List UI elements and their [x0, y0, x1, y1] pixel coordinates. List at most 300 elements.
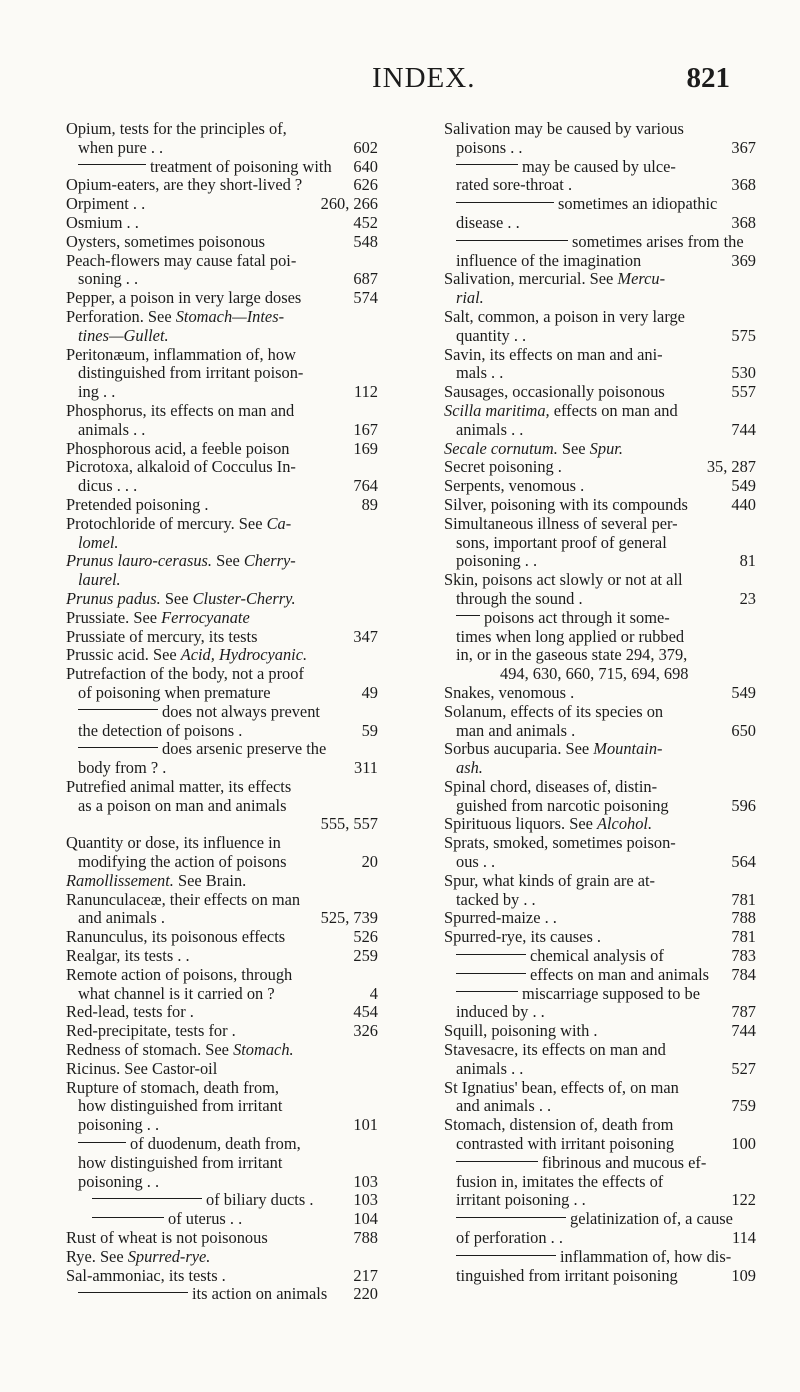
entry-plain-text: Squill, poisoning with . [444, 1021, 598, 1041]
index-line [66, 609, 378, 628]
entry-text [456, 947, 664, 966]
entry-text [66, 628, 258, 647]
index-line [444, 383, 756, 402]
index-line [66, 703, 378, 722]
entry-plain-text: dicus . . . [78, 476, 138, 496]
index-line [66, 1060, 378, 1079]
entry-plain-text: treatment of poisoning with [150, 156, 332, 176]
entry-text [66, 496, 209, 515]
index-line [66, 289, 378, 308]
ditto-rule [456, 954, 526, 955]
entry-text [444, 909, 557, 928]
page-reference: 368 [731, 175, 756, 195]
entry-plain-text: See [160, 588, 193, 608]
entry-text [66, 458, 296, 477]
entry-plain-text: of uterus . . [168, 1209, 243, 1229]
page-reference: 260, 266 [320, 194, 378, 214]
index-line [66, 1041, 378, 1060]
ditto-rule [456, 991, 518, 992]
ditto-rule [78, 709, 158, 710]
entry-text [444, 270, 665, 289]
entry-text [66, 1041, 294, 1060]
entry-text [456, 552, 537, 571]
entry-plain-text: does arsenic preserve the [162, 739, 327, 759]
entry-plain-text: Quantity or dose, its influence in [66, 833, 281, 853]
index-line [444, 853, 756, 872]
index-line [444, 872, 756, 891]
entry-text [92, 1210, 242, 1229]
index-line [444, 1003, 756, 1022]
page-reference: 220 [353, 1284, 378, 1304]
index-line [66, 834, 378, 853]
index-line [66, 928, 378, 947]
page-reference: 114 [732, 1228, 756, 1248]
page-reference: 259 [353, 946, 378, 966]
entry-text [456, 853, 495, 872]
entry-plain-text: mals . . [456, 363, 504, 383]
entry-text [444, 440, 623, 459]
index-line [66, 759, 378, 778]
entry-text [444, 515, 678, 534]
entry-plain-text: Ranunculus, its poisonous effects [66, 927, 286, 947]
entry-plain-text: through the sound . [456, 588, 583, 608]
page-reference: 112 [354, 382, 378, 402]
entry-text [78, 364, 303, 383]
entry-text [444, 740, 663, 759]
entry-plain-text: in, or in the gaseous state 294, 379, [456, 645, 688, 665]
index-line [66, 421, 378, 440]
index-line [66, 778, 378, 797]
page-reference: 326 [353, 1021, 378, 1041]
page-reference: 23 [739, 588, 756, 608]
index-line [66, 665, 378, 684]
entry-text [66, 1022, 236, 1041]
page-reference: 759 [731, 1096, 756, 1116]
index-line [66, 458, 378, 477]
index-line [66, 684, 378, 703]
entry-plain-text: Sausages, occasionally poisonous [444, 382, 665, 402]
entry-plain-text: Spinal chord, diseases of, distin- [444, 776, 658, 796]
entry-text [456, 759, 483, 778]
entry-plain-text: gelatinization of, a cause [570, 1209, 733, 1229]
page-reference: 788 [731, 908, 756, 928]
entry-text [444, 1022, 597, 1041]
entry-plain-text: Putrefaction of the body, not a proof [66, 664, 304, 684]
entry-plain-text: Savin, its effects on man and ani- [444, 344, 663, 364]
entry-plain-text: Spurred-maize . . [444, 908, 557, 928]
entry-text [456, 1248, 731, 1267]
index-line [444, 909, 756, 928]
entry-plain-text: contrasted with irritant poisoning [456, 1134, 675, 1154]
entry-plain-text: how distinguished from irritant [78, 1096, 283, 1116]
entry-italic-text: Secale cornutum. [444, 438, 558, 458]
entry-italic-text: Spurred-rye. [127, 1246, 211, 1266]
index-line [444, 609, 756, 628]
entry-plain-text: and animals . [78, 908, 165, 928]
entry-plain-text: chemical analysis of [530, 946, 664, 966]
entry-plain-text: Red-precipitate, tests for . [66, 1021, 236, 1041]
index-line [444, 402, 756, 421]
entry-text [66, 252, 296, 271]
entry-italic-text: Stomach. [233, 1040, 294, 1060]
entry-plain-text: when pure . . [78, 137, 164, 157]
index-line [444, 1041, 756, 1060]
entry-text [78, 534, 119, 553]
entry-text [444, 815, 652, 834]
ditto-rule [456, 164, 518, 165]
entry-plain-text: Snakes, venomous . [444, 682, 575, 702]
index-line [66, 534, 378, 553]
entry-plain-text: Skin, poisons act slowly or not at all [444, 570, 683, 590]
index-line [66, 233, 378, 252]
entry-plain-text: Peach-flowers may cause fatal poi- [66, 250, 297, 270]
entry-italic-text: Ramollissement. [66, 870, 174, 890]
index-line [66, 909, 378, 928]
index-line [66, 853, 378, 872]
index-line [444, 477, 756, 496]
entry-text [66, 1003, 194, 1022]
index-line [66, 496, 378, 515]
page-reference: 103 [353, 1171, 378, 1191]
index-line [444, 1248, 756, 1267]
entry-text [456, 1229, 563, 1248]
entry-plain-text: 494, 630, 660, 715, 694, 698 [500, 664, 689, 684]
index-line [444, 891, 756, 910]
page-reference: 788 [353, 1228, 378, 1248]
entry-italic-text: Spur. [589, 438, 623, 458]
entry-text [456, 1060, 523, 1079]
entry-text [78, 1173, 159, 1192]
entry-text [78, 477, 137, 496]
entry-text [444, 703, 663, 722]
entry-text [444, 496, 688, 515]
page-reference: 781 [731, 927, 756, 947]
entry-italic-text: Scilla maritima, [444, 400, 550, 420]
entry-plain-text: of poisoning when premature [78, 682, 271, 702]
index-line [66, 891, 378, 910]
entry-plain-text: Putrefied animal matter, its effects [66, 776, 292, 796]
entry-text [444, 778, 657, 797]
index-line [66, 402, 378, 421]
entry-italic-text: laurel. [78, 570, 121, 590]
entry-plain-text: Pepper, a poison in very large doses [66, 288, 302, 308]
page-reference: 564 [731, 852, 756, 872]
entry-plain-text: Opium-eaters, are they short-lived ? [66, 175, 303, 195]
entry-text [444, 120, 684, 139]
entry-text [66, 928, 285, 947]
index-column-right [444, 120, 756, 1285]
entry-text [444, 1079, 679, 1098]
entry-italic-text: Stomach—Intes- [175, 306, 285, 326]
entry-plain-text: how distinguished from irritant [78, 1152, 283, 1172]
index-line [444, 947, 756, 966]
page-reference: 368 [731, 212, 756, 232]
index-line [444, 966, 756, 985]
index-line [444, 139, 756, 158]
index-line [66, 176, 378, 195]
index-line [66, 383, 378, 402]
entry-text [456, 289, 484, 308]
index-line [444, 985, 756, 1004]
page-reference: 122 [731, 1190, 756, 1210]
index-line [444, 252, 756, 271]
ditto-rule [456, 973, 526, 974]
entry-text [78, 853, 287, 872]
ditto-rule [92, 1217, 164, 1218]
index-line [444, 534, 756, 553]
page-reference: 744 [731, 419, 756, 439]
entry-plain-text: guished from narcotic poisoning [456, 795, 669, 815]
entry-text [66, 665, 304, 684]
index-line [444, 346, 756, 365]
entry-plain-text: Redness of stomach. See [66, 1040, 234, 1060]
entry-plain-text: Spurred-rye, its causes . [444, 927, 602, 947]
entry-italic-text: ash. [456, 758, 483, 778]
index-column-left [66, 120, 378, 1304]
index-line [66, 966, 378, 985]
index-line [444, 1267, 756, 1286]
index-line [66, 1116, 378, 1135]
entry-plain-text: Spur, what kinds of grain are at- [444, 870, 655, 890]
entry-text [66, 778, 291, 797]
entry-text [78, 909, 165, 928]
entry-text [78, 1135, 301, 1154]
page-reference: 574 [353, 288, 378, 308]
page-reference: 784 [731, 964, 756, 984]
entry-text [78, 421, 145, 440]
entry-text [456, 534, 667, 553]
entry-plain-text: what channel is it carried on ? [78, 983, 275, 1003]
index-line [66, 195, 378, 214]
entry-text [444, 383, 665, 402]
index-line [444, 684, 756, 703]
index-line [66, 1154, 378, 1173]
entry-plain-text: Silver, poisoning with its compounds [444, 494, 688, 514]
index-line [66, 1285, 378, 1304]
index-line [444, 1191, 756, 1210]
entry-text [456, 646, 687, 665]
entry-text [66, 1229, 268, 1248]
index-line [66, 947, 378, 966]
entry-plain-text: Stavesacre, its effects on man and [444, 1040, 666, 1060]
page-reference: 100 [731, 1134, 756, 1154]
entry-plain-text: may be caused by ulce- [522, 156, 676, 176]
ditto-rule [78, 1292, 188, 1293]
entry-text [66, 440, 290, 459]
entry-text [456, 176, 572, 195]
index-line [66, 797, 378, 816]
page-number: 821 [686, 62, 730, 94]
page-reference: 20 [361, 852, 378, 872]
entry-plain-text: Sal-ammoniac, its tests . [66, 1265, 226, 1285]
entry-plain-text: Sprats, smoked, sometimes poison- [444, 833, 676, 853]
entry-text [66, 891, 300, 910]
index-line [66, 1097, 378, 1116]
page-reference: 347 [353, 626, 378, 646]
entry-text [456, 1191, 586, 1210]
entry-text [444, 834, 676, 853]
entry-text [444, 1041, 666, 1060]
index-line [444, 364, 756, 383]
page-reference: 557 [731, 382, 756, 402]
entry-plain-text: ous . . [456, 852, 496, 872]
entry-plain-text: poisons act through it some- [484, 607, 670, 627]
entry-plain-text: Opium, tests for the principles of, [66, 119, 287, 138]
ditto-rule [78, 1142, 126, 1143]
page-reference: 687 [353, 269, 378, 289]
entry-text [66, 966, 292, 985]
page-reference: 596 [731, 795, 756, 815]
index-line [66, 120, 378, 139]
index-line [444, 458, 756, 477]
entry-italic-text: Mercu- [617, 269, 666, 289]
entry-text [66, 402, 294, 421]
entry-text [456, 195, 717, 214]
page-reference: 549 [731, 682, 756, 702]
index-line [66, 1003, 378, 1022]
entry-plain-text: the detection of poisons . [78, 720, 243, 740]
entry-plain-text: effects on man and [549, 400, 678, 420]
entry-text [456, 722, 575, 741]
entry-plain-text: induced by . . [456, 1002, 545, 1022]
entry-plain-text: disease . . [456, 212, 520, 232]
entry-plain-text: See [557, 438, 590, 458]
index-line [66, 1079, 378, 1098]
entry-text [78, 797, 286, 816]
entry-plain-text: sometimes arises from the [572, 231, 744, 251]
index-line [444, 176, 756, 195]
entry-plain-text: Rye. See [66, 1246, 128, 1266]
index-line [66, 722, 378, 741]
index-line [444, 440, 756, 459]
entry-text [456, 364, 503, 383]
entry-plain-text: as a poison on man and animals [78, 795, 287, 815]
index-line [66, 552, 378, 571]
entry-plain-text: Ricinus. See Castor-oil [66, 1058, 218, 1078]
entry-italic-text: Ferrocyanate [161, 607, 250, 627]
index-line [66, 1022, 378, 1041]
page-reference: 440 [731, 494, 756, 514]
entry-text [66, 233, 265, 252]
entry-text [78, 759, 166, 778]
entry-text [66, 289, 301, 308]
page-reference: 104 [353, 1209, 378, 1229]
entry-plain-text: fusion in, imitates the effects of [456, 1171, 664, 1191]
index-line [66, 477, 378, 496]
page-reference: 217 [353, 1265, 378, 1285]
entry-plain-text: poisoning . . [78, 1115, 160, 1135]
entry-plain-text: Ranunculaceæ, their effects on man [66, 889, 301, 909]
index-line [66, 515, 378, 534]
entry-italic-text: tines—Gullet. [78, 325, 169, 345]
entry-text [500, 665, 689, 684]
entry-italic-text: Prunus lauro-cerasus. [66, 551, 212, 571]
entry-text [456, 590, 583, 609]
entry-text [78, 703, 320, 722]
entry-text [456, 966, 709, 985]
index-line [66, 872, 378, 891]
index-line [66, 628, 378, 647]
entry-plain-text: Remote action of poisons, through [66, 964, 293, 984]
entry-text [456, 1003, 545, 1022]
page-reference: 602 [353, 137, 378, 157]
entry-text [66, 646, 307, 665]
entry-text [456, 252, 641, 271]
entry-plain-text: fibrinous and mucous ef- [542, 1152, 707, 1172]
entry-text [456, 628, 684, 647]
entry-plain-text: man and animals . [456, 720, 576, 740]
entry-italic-text: lomel. [78, 532, 119, 552]
entry-text [66, 176, 302, 195]
entry-plain-text: Stomach, distension of, death from [444, 1115, 674, 1135]
entry-text [92, 1191, 313, 1210]
index-line [444, 703, 756, 722]
entry-text [78, 158, 332, 177]
page-reference: 555, 557 [320, 814, 378, 834]
index-line [444, 928, 756, 947]
index-line [66, 1267, 378, 1286]
page-reference: 525, 739 [320, 908, 378, 928]
index-line [444, 628, 756, 647]
entry-text [456, 1267, 678, 1286]
ditto-rule [456, 1217, 566, 1218]
entry-plain-text: modifying the action of poisons [78, 852, 287, 872]
entry-text [66, 609, 250, 628]
index-line [444, 1079, 756, 1098]
entry-plain-text: inflammation of, how dis- [560, 1246, 732, 1266]
entry-plain-text: quantity . . [456, 325, 527, 345]
entry-text [444, 928, 601, 947]
index-line [444, 1116, 756, 1135]
entry-text [456, 1154, 706, 1173]
entry-plain-text: and animals . . [456, 1096, 552, 1116]
page-reference: 369 [731, 250, 756, 270]
index-line [444, 1060, 756, 1079]
entry-plain-text: Salivation may be caused by various [444, 119, 684, 138]
index-line [444, 214, 756, 233]
page-reference: 781 [731, 889, 756, 909]
entry-text [456, 158, 676, 177]
entry-text [456, 891, 536, 910]
page-reference: 101 [353, 1115, 378, 1135]
entry-plain-text: See [212, 551, 244, 571]
page-reference: 59 [361, 720, 378, 740]
index-line [444, 834, 756, 853]
page-reference: 311 [354, 758, 378, 778]
entry-text [456, 1135, 674, 1154]
entry-text [66, 1267, 226, 1286]
entry-italic-text: rial. [456, 288, 484, 308]
entry-plain-text: See Brain. [173, 870, 247, 890]
index-line [444, 289, 756, 308]
entry-plain-text: Osmium . . [66, 212, 139, 232]
ditto-rule [456, 202, 554, 203]
entry-text [66, 195, 145, 214]
index-line [66, 1248, 378, 1267]
entry-text [78, 1116, 159, 1135]
entry-plain-text: Prussiate of mercury, its tests [66, 626, 258, 646]
entry-plain-text: Rust of wheat is not poisonous [66, 1228, 268, 1248]
entry-plain-text: animals . . [456, 1058, 524, 1078]
entry-text [78, 722, 242, 741]
entry-plain-text: Prussic acid. See [66, 645, 181, 665]
entry-plain-text: Realgar, its tests . . [66, 946, 190, 966]
page-reference: 35, 287 [706, 457, 756, 477]
index-line [444, 1173, 756, 1192]
entry-plain-text: Phosphorous acid, a feeble poison [66, 438, 290, 458]
page-reference: 527 [731, 1058, 756, 1078]
entry-text [456, 1210, 733, 1229]
